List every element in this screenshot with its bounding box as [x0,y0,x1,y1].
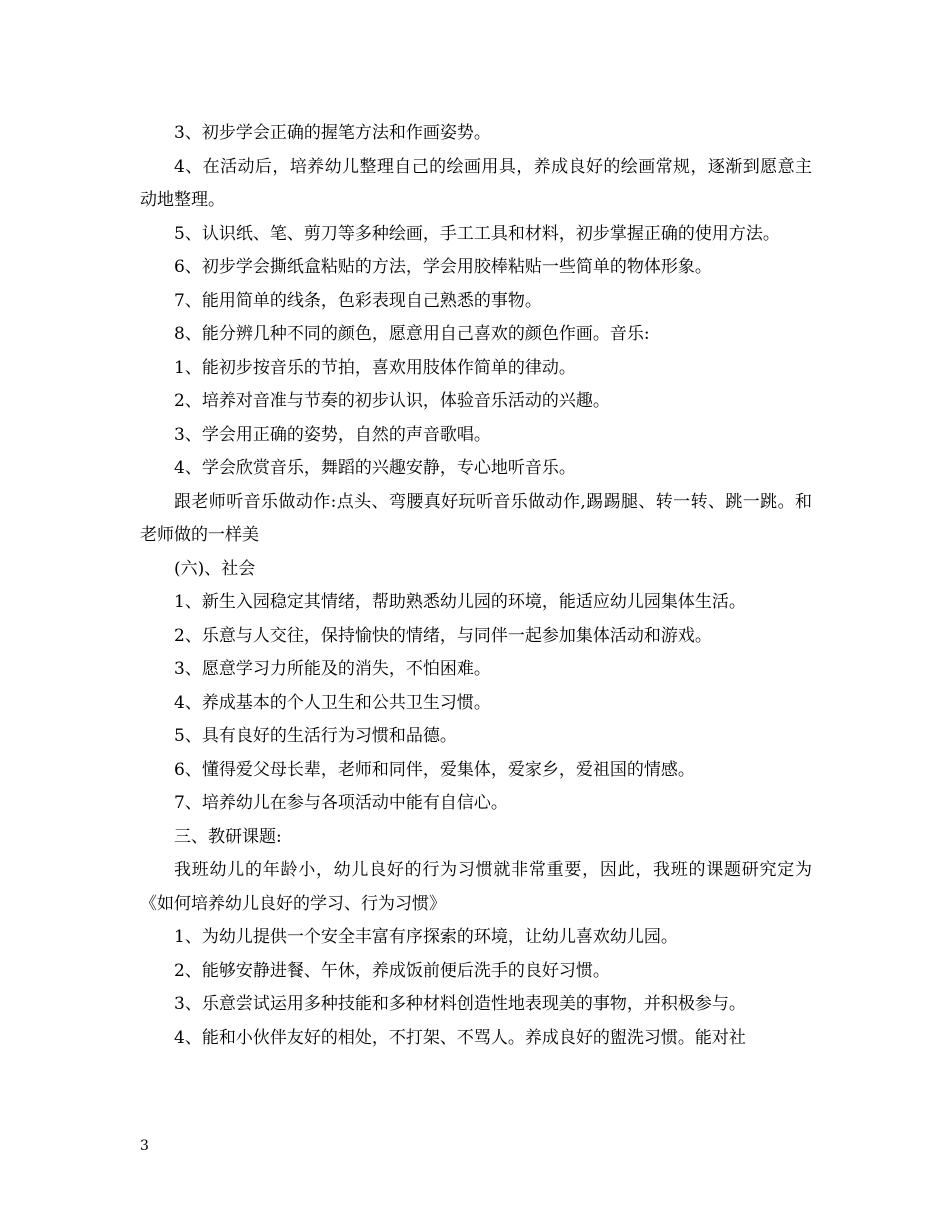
page-number: 3 [140,1138,149,1154]
paragraph: 2、能够安静进餐、午休，养成饭前便后洗手的良好习惯。 [174,960,610,981]
paragraph: 跟老师听音乐做动作:点头、弯腰真好玩听音乐做动作,踢踢腿、转一转、跳一跳。和老师做的一样美 [140,491,812,545]
paragraph: 6、懂得爱父母长辈，老师和同伴，爱集体，爱家乡，爱祖国的情感。 [174,759,695,780]
paragraph: 1、新生入园稳定其情绪，帮助熟悉幼儿园的环境，能适应幼儿园集体生活。 [174,592,746,612]
paragraph: 4、在活动后，培养幼儿整理自己的绘画用具，养成良好的绘画常规，逐渐到愿意主动地整理。 [140,156,812,210]
section-heading: (六)、社会 [174,558,256,579]
paragraph: 1、能初步按音乐的节拍，喜欢用肢体作简单的律动。 [174,357,576,378]
paragraph: 7、能用简单的线条，色彩表现自己熟悉的事物。 [174,290,542,311]
paragraph: 3、愿意学习力所能及的消失，不怕困难。 [174,659,491,679]
page-content [140,117,812,1055]
paragraph: 8、能分辨几种不同的颜色，愿意用自己喜欢的颜色作画。音乐: [174,324,650,344]
paragraph: 5、具有良好的生活行为习惯和品德。 [174,726,457,746]
paragraph: 4、学会欣赏音乐，舞蹈的兴趣安静，专心地听音乐。 [174,458,576,478]
paragraph: 2、乐意与人交往，保持愉快的情绪，与同伴一起参加集体活动和游戏。 [174,625,712,646]
paragraph: 3、乐意尝试运用多种技能和多种材料创造性地表现美的事物，并积极参与。 [174,994,746,1014]
paragraph: 7、培养幼儿在参与各项活动中能有自信心。 [174,793,508,813]
paragraph: 1、为幼儿提供一个安全丰富有序探索的环境，让幼儿喜欢幼儿园。 [174,927,678,947]
section-heading: 三、教研课题: [174,826,282,847]
paragraph: 3、学会用正确的姿势，自然的声音歌唱。 [174,424,491,445]
paragraph: 3、初步学会正确的握笔方法和作画姿势。 [174,123,491,143]
paragraph: 6、初步学会撕纸盒粘贴的方法，学会用胶棒粘贴一些简单的物体形象。 [174,257,712,277]
paragraph: 我班幼儿的年龄小，幼儿良好的行为习惯就非常重要，因此，我班的课题研究定为《如何培养幼儿良好的学习、行为习惯》 [140,860,812,914]
paragraph: 5、认识纸、笔、剪刀等多种绘画，手工工具和材料，初步掌握正确的使用方法。 [174,223,780,244]
paragraph: 4、养成基本的个人卫生和公共卫生习惯。 [174,692,491,713]
paragraph: 2、培养对音准与节奏的初步认识，体验音乐活动的兴趣。 [174,391,610,411]
paragraph: 4、能和小伙伴友好的相处，不打架、不骂人。养成良好的盥洗习惯。能对社 [174,1027,746,1048]
